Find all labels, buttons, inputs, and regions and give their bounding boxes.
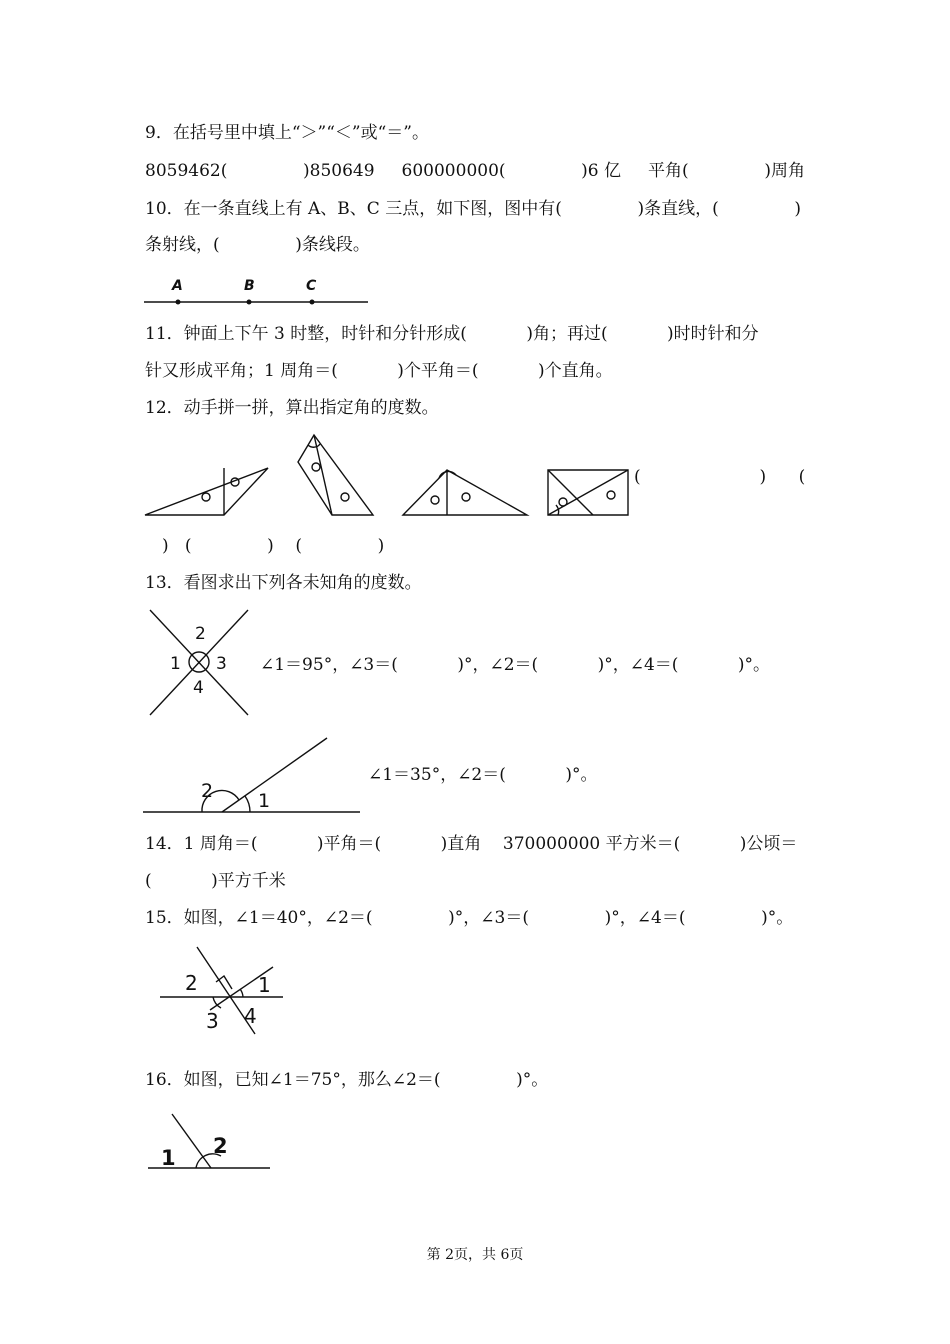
q10-label-b: B (244, 278, 255, 294)
q14-line1: 14．1 周角＝( )平角＝( )直角 370000000 平方米＝( )公顷＝ (145, 834, 798, 854)
q12-blanks-below: ) ( ) ( ) (162, 536, 385, 556)
q13-intersecting-lines-figure (140, 605, 260, 720)
q9-row: 8059462( )850649 600000000( )6 亿 平角( )周角 (145, 161, 805, 181)
q10-point-c (310, 300, 315, 305)
q15-angle-3-label: 3 (206, 1009, 219, 1033)
q13-row2: ∠1＝35°，∠2＝( )°。 (368, 765, 598, 785)
q13-row1: ∠1＝95°，∠3＝( )°，∠2＝( )°，∠4＝( )°。 (260, 655, 770, 675)
q16-angles-figure (145, 1110, 275, 1175)
q10-line2: 条射线，( )条线段。 (145, 235, 370, 255)
q16-stem: 16．如图，已知∠1＝75°，那么∠2＝( )°。 (145, 1070, 549, 1090)
q12-figure-1 (145, 468, 268, 515)
q12-figure-2 (298, 435, 373, 515)
q10-label-c: C (306, 278, 317, 294)
q11-line2: 针又形成平角；1 周角＝( )个平角＝( )个直角。 (145, 361, 613, 381)
q15-angle-4-label: 4 (244, 1004, 257, 1028)
q11-line1: 11．钟面上下午 3 时整，时针和分针形成( )角；再过( )时时针和分 (145, 324, 759, 344)
q16-angle-2-label: 2 (213, 1134, 228, 1158)
q13-angle-3-label: 3 (216, 654, 227, 674)
q10-label-a: A (172, 278, 183, 294)
q12-triangle-figures (140, 430, 640, 525)
q10-point-b (247, 300, 252, 305)
q13-fig2-angle-1-label: 1 (258, 790, 271, 812)
q15-angles-figure (155, 942, 290, 1037)
q13-angle-4-label: 4 (193, 678, 204, 698)
q15-stem: 15．如图，∠1＝40°，∠2＝( )°，∠3＝( )°，∠4＝( )°。 (145, 908, 794, 928)
q13-ray-angle-figure (140, 735, 365, 820)
q12-figure-4 (548, 470, 628, 515)
q9-stem: 9．在括号里中填上“＞”“＜”或“＝”。 (145, 123, 429, 143)
q12-figure-3 (403, 470, 527, 515)
q12-blanks-right: ( ) ( (634, 467, 806, 487)
page-footer: 第 2页，共 6页 (426, 1247, 524, 1263)
q13-stem: 13．看图求出下列各未知角的度数。 (145, 573, 422, 593)
q10-line-figure (140, 272, 375, 312)
q10-point-a (176, 300, 181, 305)
q13-angle-2-label: 2 (195, 624, 206, 644)
q10-line1: 10．在一条直线上有 A、B、C 三点，如下图，图中有( )条直线，( ) (145, 199, 802, 219)
q13-angle-1-label: 1 (170, 654, 181, 674)
q14-line2: ( )平方千米 (145, 871, 286, 891)
q16-angle-1-label: 1 (161, 1146, 176, 1170)
q15-angle-2-label: 2 (185, 971, 198, 995)
q15-angle-1-label: 1 (258, 973, 271, 997)
q13-fig2-angle-2-label: 2 (201, 780, 214, 802)
q12-stem: 12．动手拼一拼，算出指定角的度数。 (145, 398, 439, 418)
